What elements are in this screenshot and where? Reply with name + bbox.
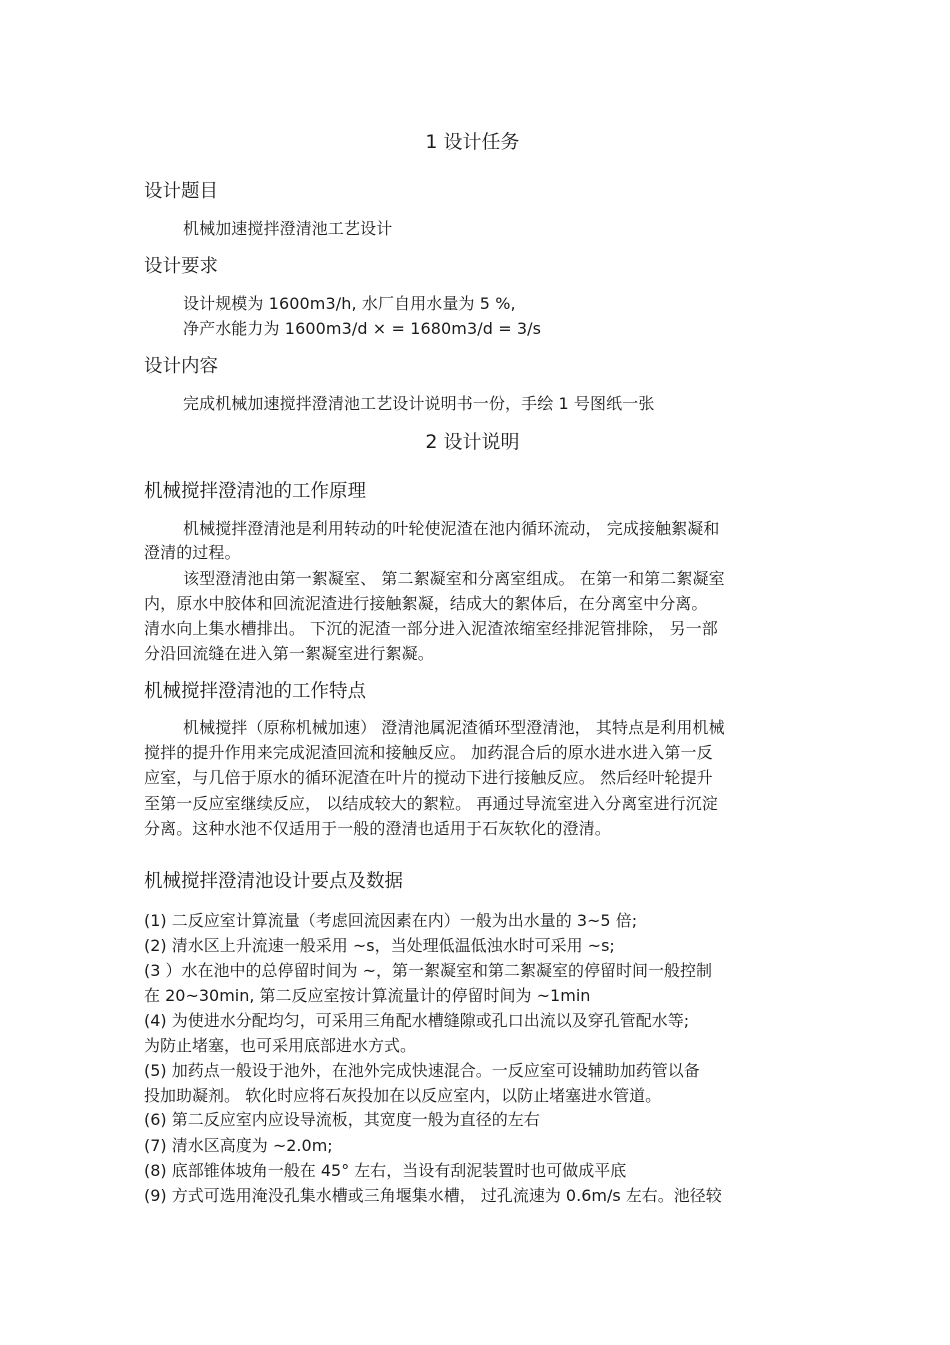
design-point: (3 ）水在池中的总停留时间为 ~，第一絮凝室和第二絮凝室的停留时间一般控制 xyxy=(144,961,713,980)
feature-line: 搅拌的提升作用来完成泥渣回流和接触反应。 加药混合后的原水进水进入第一反 xyxy=(144,743,713,762)
design-point: (8) 底部锥体坡角一般在 45° 左右，当设有刮泥装置时也可做成平底 xyxy=(144,1161,627,1180)
feature-line: 应室，与几倍于原水的循环泥渣在叶片的搅动下进行接触反应。 然后经叶轮提升 xyxy=(144,768,713,787)
content-heading: 设计内容 xyxy=(144,356,219,377)
feature-line: 分离。这种水池不仅适用于一般的澄清也适用于石灰软化的澄清。 xyxy=(144,819,611,838)
topic-heading: 设计题目 xyxy=(144,181,219,202)
principle-line: 澄清的过程。 xyxy=(144,543,241,562)
requirements-line-2: 净产水能力为 1600m3/d × = 1680m3/d = 3/s xyxy=(183,319,542,338)
principle-line: 清水向上集水槽排出。 下沉的泥渣一部分进入泥渣浓缩室经排泥管排除， 另一部 xyxy=(144,619,718,638)
section-1-title: 1 设计任务 xyxy=(425,131,520,153)
design-point: 投加助凝剂。 软化时应将石灰投加在以反应室内，以防止堵塞进水管道。 xyxy=(144,1086,662,1105)
design-point: (7) 清水区高度为 ~2.0m; xyxy=(144,1136,333,1155)
design-heading: 机械搅拌澄清池设计要点及数据 xyxy=(144,871,404,892)
feature-line: 机械搅拌（原称机械加速） 澄清池属泥渣循环型澄清池， 其特点是利用机械 xyxy=(183,718,725,737)
principle-line: 机械搅拌澄清池是利用转动的叶轮使泥渣在池内循环流动， 完成接触絮凝和 xyxy=(183,519,720,538)
topic-text: 机械加速搅拌澄清池工艺设计 xyxy=(183,219,393,238)
feature-heading: 机械搅拌澄清池的工作特点 xyxy=(144,681,367,702)
design-point: (1) 二反应室计算流量（考虑回流因素在内）一般为出水量的 3~5 倍; xyxy=(144,911,638,930)
content-text: 完成机械加速搅拌澄清池工艺设计说明书一份，手绘 1 号图纸一张 xyxy=(183,394,655,413)
principle-line: 该型澄清池由第一絮凝室、 第二絮凝室和分离室组成。 在第一和第二絮凝室 xyxy=(183,569,725,588)
design-point: (4) 为使进水分配均匀，可采用三角配水槽缝隙或孔口出流以及穿孔管配水等; xyxy=(144,1011,690,1030)
feature-line: 至第一反应室继续反应， 以结成较大的絮粒。 再通过导流室进入分离室进行沉淀 xyxy=(144,794,718,813)
design-point: (6) 第二反应室内应设导流板，其宽度一般为直径的左右 xyxy=(144,1110,540,1129)
principle-heading: 机械搅拌澄清池的工作原理 xyxy=(144,481,367,502)
design-point: 在 20~30min, 第二反应室按计算流量计的停留时间为 ~1min xyxy=(144,986,591,1005)
requirements-heading: 设计要求 xyxy=(144,256,219,277)
design-point: (5) 加药点一般设于池外，在池外完成快速混合。一反应室可设辅助加药管以备 xyxy=(144,1061,700,1080)
design-point: 为防止堵塞，也可采用底部进水方式。 xyxy=(144,1036,417,1055)
requirements-line-1: 设计规模为 1600m3/h, 水厂自用水量为 5 %, xyxy=(183,294,516,313)
section-2-title: 2 设计说明 xyxy=(425,431,520,453)
principle-line: 分沿回流缝在进入第一絮凝室进行絮凝。 xyxy=(144,644,434,663)
design-point: (9) 方式可选用淹没孔集水槽或三角堰集水槽， 过孔流速为 0.6m/s 左右。池径较 xyxy=(144,1186,722,1205)
design-point: (2) 清水区上升流速一般采用 ~s，当处理低温低浊水时可采用 ~s; xyxy=(144,936,615,955)
principle-line: 内，原水中胶体和回流泥渣进行接触絮凝，结成大的絮体后，在分离室中分离。 xyxy=(144,594,708,613)
